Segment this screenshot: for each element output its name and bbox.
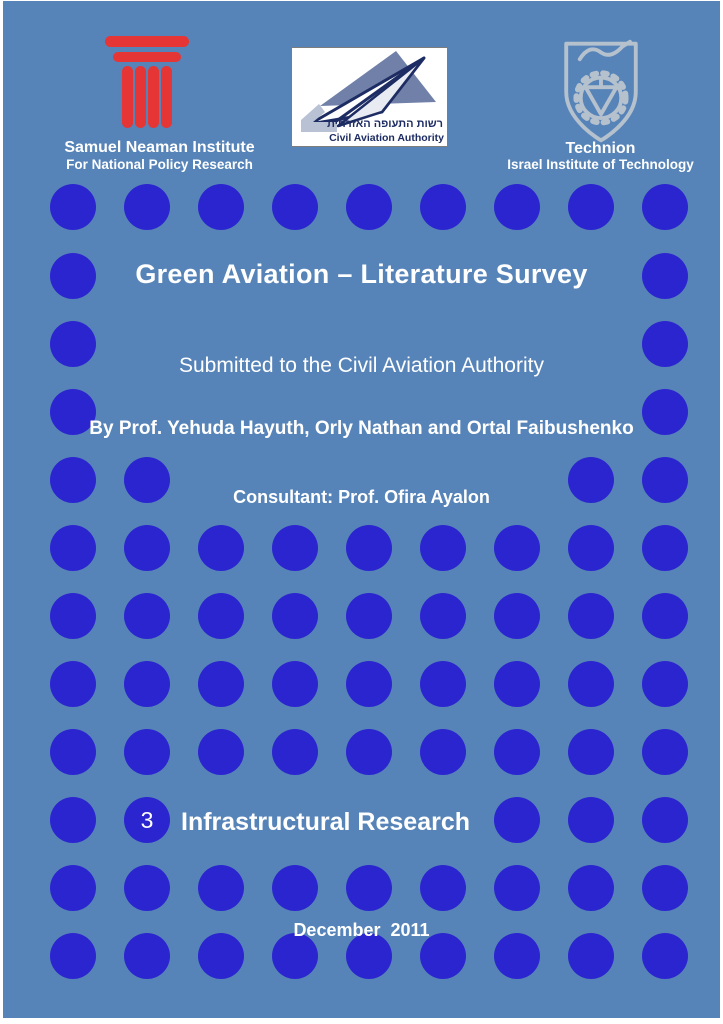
dot <box>494 661 540 707</box>
dot <box>494 525 540 571</box>
dot <box>124 184 170 230</box>
dot <box>124 661 170 707</box>
dot <box>50 184 96 230</box>
dot <box>198 729 244 775</box>
dot <box>420 729 466 775</box>
dot <box>420 184 466 230</box>
dot <box>642 729 688 775</box>
dot <box>50 865 96 911</box>
dot <box>642 797 688 843</box>
dot <box>50 729 96 775</box>
dot <box>494 593 540 639</box>
dot <box>642 525 688 571</box>
dot <box>420 525 466 571</box>
dot <box>124 593 170 639</box>
dot <box>346 525 392 571</box>
dot <box>494 797 540 843</box>
dot <box>50 593 96 639</box>
dot <box>494 729 540 775</box>
dot <box>272 593 318 639</box>
dot <box>346 184 392 230</box>
report-subtitle: Submitted to the Civil Aviation Authority <box>179 354 544 377</box>
dot <box>272 525 318 571</box>
dot <box>568 865 614 911</box>
dot <box>420 865 466 911</box>
dot <box>272 184 318 230</box>
technion-name: Technion <box>565 140 636 157</box>
dot <box>568 729 614 775</box>
dot <box>494 865 540 911</box>
dot <box>346 661 392 707</box>
dot <box>198 661 244 707</box>
caa-hebrew-name: רשות התעופה האזרחית <box>326 118 443 130</box>
dot <box>420 661 466 707</box>
dot <box>642 184 688 230</box>
dot <box>642 661 688 707</box>
dot <box>568 661 614 707</box>
dot <box>642 865 688 911</box>
dot <box>272 729 318 775</box>
technion-emblem-icon <box>551 36 651 150</box>
dot <box>568 797 614 843</box>
dot <box>198 593 244 639</box>
technion-subtitle: Israel Institute of Technology <box>507 157 694 172</box>
dot <box>198 184 244 230</box>
dot <box>420 593 466 639</box>
report-authors: By Prof. Yehuda Hayuth, Orly Nathan and Ortal Faibushenko <box>89 418 634 439</box>
report-title: Green Aviation – Literature Survey <box>135 259 588 289</box>
dot <box>346 593 392 639</box>
dot <box>568 525 614 571</box>
dot <box>568 184 614 230</box>
caa-english-name: Civil Aviation Authority <box>329 132 444 144</box>
neaman-institute-name: Samuel Neaman Institute <box>64 139 255 156</box>
dot <box>272 661 318 707</box>
neaman-institute-subtitle: For National Policy Research <box>66 157 253 172</box>
report-date: December 2011 <box>293 920 430 940</box>
section-title: Infrastructural Research <box>181 808 471 836</box>
dot <box>494 184 540 230</box>
dot <box>50 797 96 843</box>
report-consultant: Consultant: Prof. Ofira Ayalon <box>233 487 490 507</box>
dot <box>198 525 244 571</box>
dot <box>124 865 170 911</box>
dot <box>568 593 614 639</box>
dot <box>346 865 392 911</box>
dot <box>124 729 170 775</box>
section-number-dot: 3 <box>124 797 170 843</box>
dot <box>50 661 96 707</box>
neaman-column-icon <box>100 30 194 132</box>
dot <box>124 525 170 571</box>
dot <box>272 865 318 911</box>
dot <box>642 593 688 639</box>
dot <box>50 525 96 571</box>
dot <box>346 729 392 775</box>
dot <box>198 865 244 911</box>
caa-logo-box <box>291 47 448 147</box>
